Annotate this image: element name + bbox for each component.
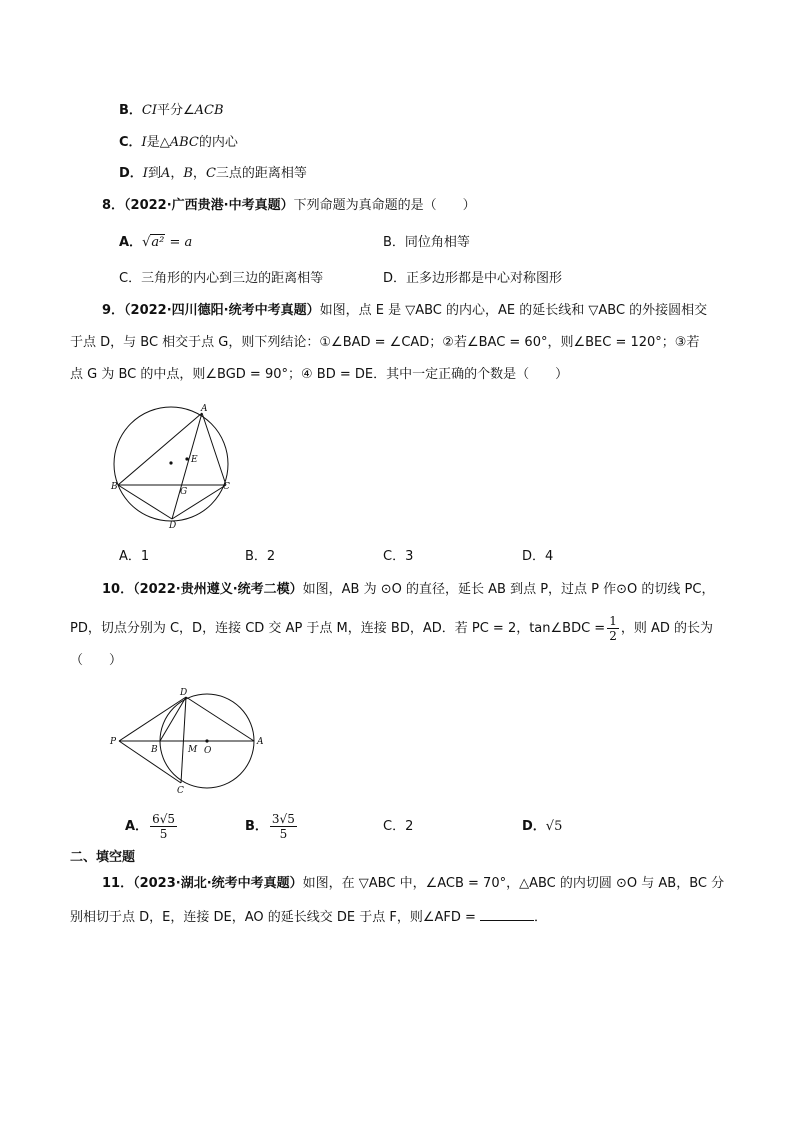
q9-label-a: A — [201, 404, 208, 414]
q9-number: 9． — [102, 303, 125, 318]
q7-option-b-angle: ACB — [194, 103, 224, 118]
q9-stem-line2: 于点 D，与 BC 相交于点 G，则下列结论：①∠BAD = ∠CAD；②若∠BAC = 60°，则∠BEC = 120°；③若 — [70, 335, 700, 350]
q7-option-b-var: CI — [141, 103, 158, 118]
q10-segment-bd — [160, 697, 186, 741]
q9-label-g: G — [180, 487, 188, 497]
q7-option-d-sep1: ， — [170, 166, 184, 181]
q11-text-2-tail: ． — [534, 910, 548, 925]
q7-option-c-text: 是△ — [146, 135, 170, 150]
q11-text-1: 如图，在 ▽ABC 中，∠ACB = 70°，△ABC 的内切圆 ⊙O 与 AB，BC 分 — [302, 876, 725, 891]
q9-option-b: B．2 — [245, 549, 276, 564]
q10-segment-ad — [186, 697, 254, 741]
q7-option-d — [119, 165, 307, 183]
q7-option-d-text: 到 — [147, 166, 161, 181]
q8-option-d: D．正多边形都是中心对称图形 — [383, 271, 563, 286]
q7-option-c-label: C． — [119, 135, 142, 150]
q9-option-c: C．3 — [383, 549, 414, 564]
q7-option-d-c: C — [205, 166, 216, 181]
q9-figure — [108, 398, 243, 533]
q10-option-a — [125, 810, 179, 844]
q7-option-d-sep2: ， — [192, 166, 206, 181]
q10-center-dot — [205, 739, 208, 742]
q9-label-e: E — [191, 455, 198, 465]
q7-option-b — [119, 102, 224, 120]
q11-text-2: 别相切于点 D，E，连接 DE，AO 的延长线交 DE 于点 F，则∠AFD = — [70, 910, 476, 925]
q7-option-d-tail: 三点的距离相等 — [215, 166, 307, 181]
q10-option-b-fraction — [270, 812, 297, 841]
q10-tangent-pc — [119, 741, 181, 783]
q10-tan-fraction — [607, 614, 619, 643]
q8-option-c: C．三角形的内心到三边的距离相等 — [119, 271, 324, 286]
q7-option-c-triangle: ABC — [169, 135, 199, 150]
q8-source: （2022·广西贵港·中考真题） — [124, 198, 294, 213]
q11-answer-blank[interactable] — [480, 908, 534, 921]
q9-option-a: A．1 — [119, 549, 150, 564]
q10-label-b: B — [151, 745, 158, 755]
q8-option-a-eq: = a — [169, 235, 193, 250]
q8-stem — [102, 197, 476, 215]
q8-option-a-label: A． — [119, 235, 143, 250]
q9-stem-line3: 点 G 为 BC 的中点，则∠BGD = 90°；④ BD = DE．其中一定正确的个数是（ ） — [70, 367, 569, 382]
q8-option-a — [119, 234, 192, 252]
q7-option-c-var: I — [141, 135, 147, 150]
q8-option-a-radical: √a² — [142, 235, 165, 250]
q10-stem-line3: （ ） — [70, 653, 123, 668]
q10-number: 10． — [102, 582, 134, 597]
q10-label-p: P — [110, 737, 117, 747]
q10-option-b-denominator: 5 — [279, 827, 288, 841]
q10-source: （2022·贵州遵义·统考二模） — [133, 582, 303, 597]
q10-option-a-denominator: 5 — [159, 827, 168, 841]
section-title-fill-in: 二、填空题 — [70, 850, 136, 865]
q10-label-o: O — [204, 746, 212, 756]
q9-incenter-dot — [185, 457, 188, 460]
q7-option-b-label: B． — [119, 103, 142, 118]
q9-source: （2022·四川德阳·统考中考真题） — [124, 303, 320, 318]
q10-stem-line2 — [70, 614, 713, 643]
q10-text-2-tail: ，则 AD 的长为 — [620, 621, 714, 636]
q10-option-c: C．2 — [383, 819, 414, 834]
q10-option-d — [522, 818, 562, 836]
q10-text-1: 如图，AB 为 ⊙O 的直径，延长 AB 到点 P，过点 P 作⊙O 的切线 PC， — [302, 582, 715, 597]
q11-stem-line2 — [70, 908, 547, 927]
q10-tangent-pd — [119, 697, 186, 741]
q11-source: （2023·湖北·统考中考真题） — [133, 876, 303, 891]
q9-stem-line1 — [102, 302, 707, 320]
q9-label-d: D — [169, 521, 177, 531]
q7-option-d-var: I — [142, 166, 148, 181]
q10-stem-line1 — [102, 581, 714, 599]
q9-text-1: 如图，点 E 是 ▽ABC 的内心，AE 的延长线和 ▽ABC 的外接圆相交 — [319, 303, 708, 318]
q9-label-c: C — [223, 482, 230, 492]
q8-text: 下列命题为真命题的是（ ） — [293, 198, 476, 213]
q7-option-d-label: D． — [119, 166, 143, 181]
q10-chord-cd — [181, 697, 186, 783]
q9-segment-bd — [118, 485, 172, 519]
q11-number: 11． — [102, 876, 134, 891]
q10-fraction-denominator: 2 — [609, 629, 617, 643]
q10-option-a-label: A． — [125, 819, 149, 834]
q10-label-d: D — [180, 688, 188, 698]
q7-option-b-text: 平分∠ — [157, 103, 195, 118]
q10-option-d-label: D． — [522, 819, 546, 834]
q10-label-a: A — [257, 737, 264, 747]
q7-option-c-tail: 的内心 — [198, 135, 238, 150]
q10-figure — [108, 682, 273, 794]
q8-option-b: B．同位角相等 — [383, 235, 470, 250]
q8-number: 8． — [102, 198, 125, 213]
q10-label-m: M — [188, 745, 198, 755]
q9-side-ac — [202, 413, 226, 485]
q7-option-c — [119, 134, 238, 152]
q10-option-d-value: √5 — [545, 819, 563, 834]
q9-option-d: D．4 — [522, 549, 554, 564]
q11-stem-line1 — [102, 875, 724, 893]
q10-text-2: PD，切点分别为 C，D，连接 CD 交 AP 于点 M，连接 BD，AD．若 PC = 2，tan∠BDC = — [70, 621, 606, 636]
q10-label-c: C — [177, 786, 184, 794]
q9-label-b: B — [111, 482, 118, 492]
q7-option-d-b: B — [183, 166, 193, 181]
q10-option-b-label: B． — [245, 819, 268, 834]
q9-center-dot — [169, 461, 172, 464]
q10-option-b-numerator: 3√5 — [271, 812, 295, 826]
q10-option-b — [245, 810, 299, 844]
q10-fraction-numerator: 1 — [609, 614, 617, 628]
q7-option-d-a: A — [160, 166, 171, 181]
q10-option-a-numerator: 6√5 — [152, 812, 175, 826]
q10-option-a-fraction — [150, 812, 177, 841]
